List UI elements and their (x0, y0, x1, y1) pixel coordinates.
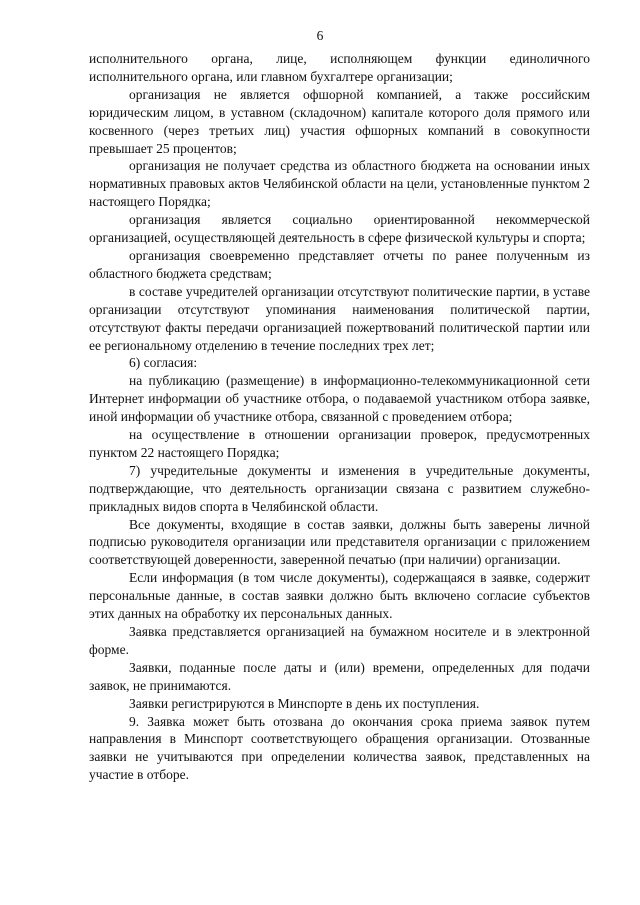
paragraph-personal-data: Если информация (в том числе документы), содержащаяся в заявке, содержит персональные данные, в состав заявки должно быть включено согласие субъектов этих данных на обработку их персональных данных. (89, 570, 590, 622)
paragraph-socially-oriented: организация является социально ориентированной некоммерческой организацией, осуществляющей деятельность в сфере физической культуры и спорта; (89, 212, 590, 246)
paragraph-withdrawal: 9. Заявка может быть отозвана до окончания срока приема заявок путем направления в Минспорт соответствующего обращения организации. Отозванные заявки не учитываются при определении количества заявок, представленных на участие в отборе. (89, 713, 590, 783)
page-number: 6 (316, 28, 324, 43)
document-body (89, 50, 590, 784)
paragraph-certification: Все документы, входящие в состав заявки, должны быть заверены личной подписью руководителя организации или представителя организации с приложением соответствующей доверенности, заверенной печатью (при наличии) организации. (89, 516, 590, 568)
paragraph-late-submissions: Заявки, поданные после даты и (или) времени, определенных для подачи заявок, не принимаются. (89, 659, 590, 693)
paragraph-continuation: исполнительного органа, лице, исполняющем функции единоличного исполнительного органа, или главном бухгалтере организации; (89, 51, 590, 84)
paragraph-no-budget-funds: организация не получает средства из областного бюджета на основании иных нормативных правовых актов Челябинской области на цели, установленные пунктом 2 настоящего Порядка; (89, 158, 590, 210)
paragraph-publication-consent: на публикацию (размещение) в информационно-телекоммуникационной сети Интернет информации об участнике отбора, о подаваемой участником отбора заявке, иной информации об участнике отбора, связанной с проведением отбора; (89, 373, 590, 425)
paragraph-registration: Заявки регистрируются в Минспорте в день их поступления. (129, 695, 480, 711)
paragraph-submission-form: Заявка представляется организацией на бумажном носителе и в электронной форме. (89, 624, 590, 657)
paragraph-founding-documents: 7) учредительные документы и изменения в учредительные документы, подтверждающие, что деятельность организации связана с развитием служебно-прикладных видов спорта в Челябинской области. (89, 462, 590, 514)
paragraph-consents-heading: 6) согласия: (129, 355, 198, 371)
paragraph-offshore: организация не является офшорной компанией, а также российским юридическим лицом, в уставном (складочном) капитале которого доля прямого или косвенного (через третьих лиц) участия офшорных компаний в совокупности превышает 25 процентов; (89, 86, 590, 156)
paragraph-political-parties: в составе учредителей организации отсутствуют политические партии, в уставе организации отсутствуют упоминания наименования политической партии, отсутствуют факты передачи организацией пожертвований политической партии или ее региональному отделению в течение последних трех лет; (89, 283, 590, 353)
paragraph-inspection-consent: на осуществление в отношении организации проверок, предусмотренных пунктом 22 настоящего Порядка; (89, 427, 590, 460)
paragraph-reports: организация своевременно представляет отчеты по ранее полученным из областного бюджета средствам; (89, 247, 590, 281)
